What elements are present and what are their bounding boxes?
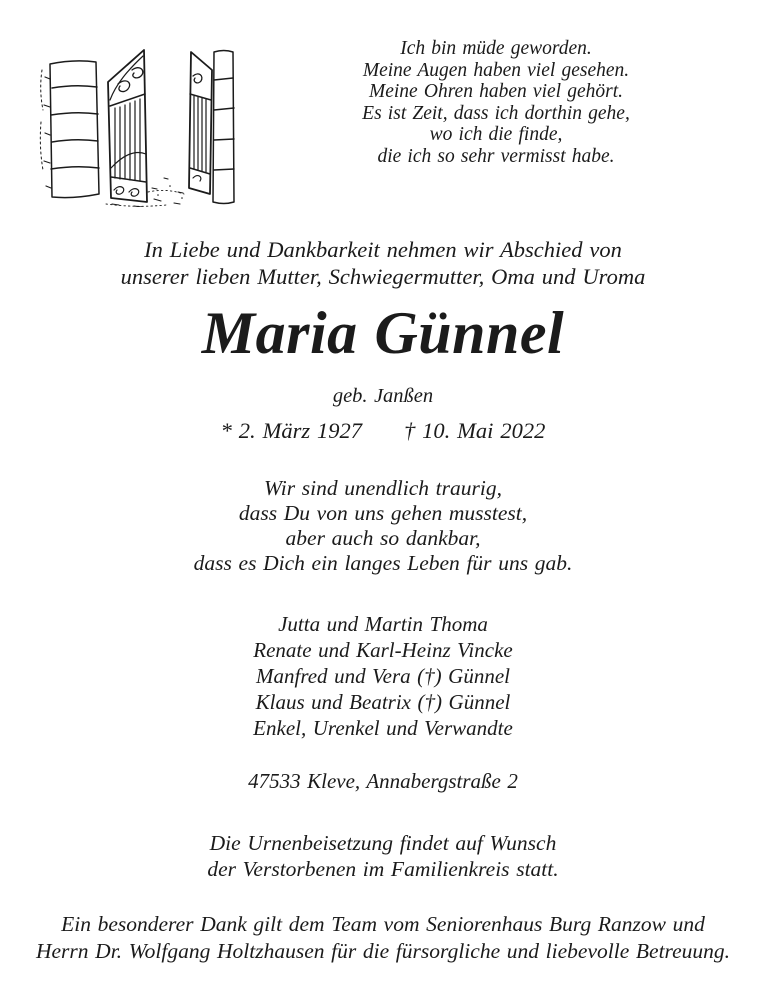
mourner-line: Klaus und Beatrix (†) Günnel [255, 690, 511, 714]
memorial-verse-line: die ich so sehr vermisst habe. [377, 145, 615, 167]
acknowledgement-line: Ein besonderer Dank gilt dem Team vom Seniorenhaus Burg Ranzow und [61, 912, 705, 936]
mourners-list [0, 611, 766, 741]
mourner-line: Enkel, Urenkel und Verwandte [253, 716, 513, 740]
mourner-line: Manfred und Vera (†) Günnel [256, 664, 510, 688]
open-gate-illustration [36, 22, 236, 207]
acknowledgement-line: Herrn Dr. Wolfgang Holtzhausen für die fürsorgliche und liebevolle Betreuung. [35, 939, 731, 963]
farewell-intro-line-2: unserer lieben Mutter, Schwiegermutter, Oma und Uroma [120, 264, 646, 289]
funeral-notice-line: der Verstorbenen im Familienkreis statt. [207, 856, 559, 881]
grief-verse-line: dass es Dich ein langes Leben für uns gab. [193, 551, 573, 575]
acknowledgement [0, 911, 766, 965]
funeral-notice [0, 831, 766, 882]
death-date: † 10. Mai 2022 [404, 418, 546, 443]
birth-date: * 2. März 1927 [220, 418, 362, 443]
address-line: 47533 Kleve, Annabergstraße 2 [248, 769, 518, 793]
memorial-verse-line: Ich bin müde geworden. [400, 38, 592, 59]
maiden-name: geb. Janßen [332, 385, 434, 407]
memorial-verse-line: wo ich die finde, [429, 124, 563, 145]
memorial-verse-line: Es ist Zeit, dass ich dorthin gehe, [362, 102, 630, 124]
mourner-line: Jutta und Martin Thoma [278, 612, 488, 636]
farewell-intro [0, 236, 766, 290]
memorial-verse [336, 38, 656, 167]
mourner-line: Renate und Karl-Heinz Vincke [253, 638, 513, 662]
open-gate-icon [36, 22, 236, 207]
grief-verse-line: dass Du von uns gehen musstest, [238, 501, 528, 525]
life-dates [0, 418, 766, 444]
memorial-verse-line: Meine Augen haben viel gesehen. [362, 59, 630, 81]
grief-verse-line: aber auch so dankbar, [285, 526, 481, 550]
farewell-intro-line-1: In Liebe und Dankbarkeit nehmen wir Abschied von [144, 237, 622, 262]
deceased-name: Maria Günnel [201, 300, 565, 366]
grief-verse-line: Wir sind unendlich traurig, [264, 476, 502, 500]
memorial-verse-line: Meine Ohren haben viel gehört. [368, 81, 624, 102]
grief-verse [0, 476, 766, 576]
funeral-notice-line: Die Urnenbeisetzung findet auf Wunsch [209, 831, 557, 855]
